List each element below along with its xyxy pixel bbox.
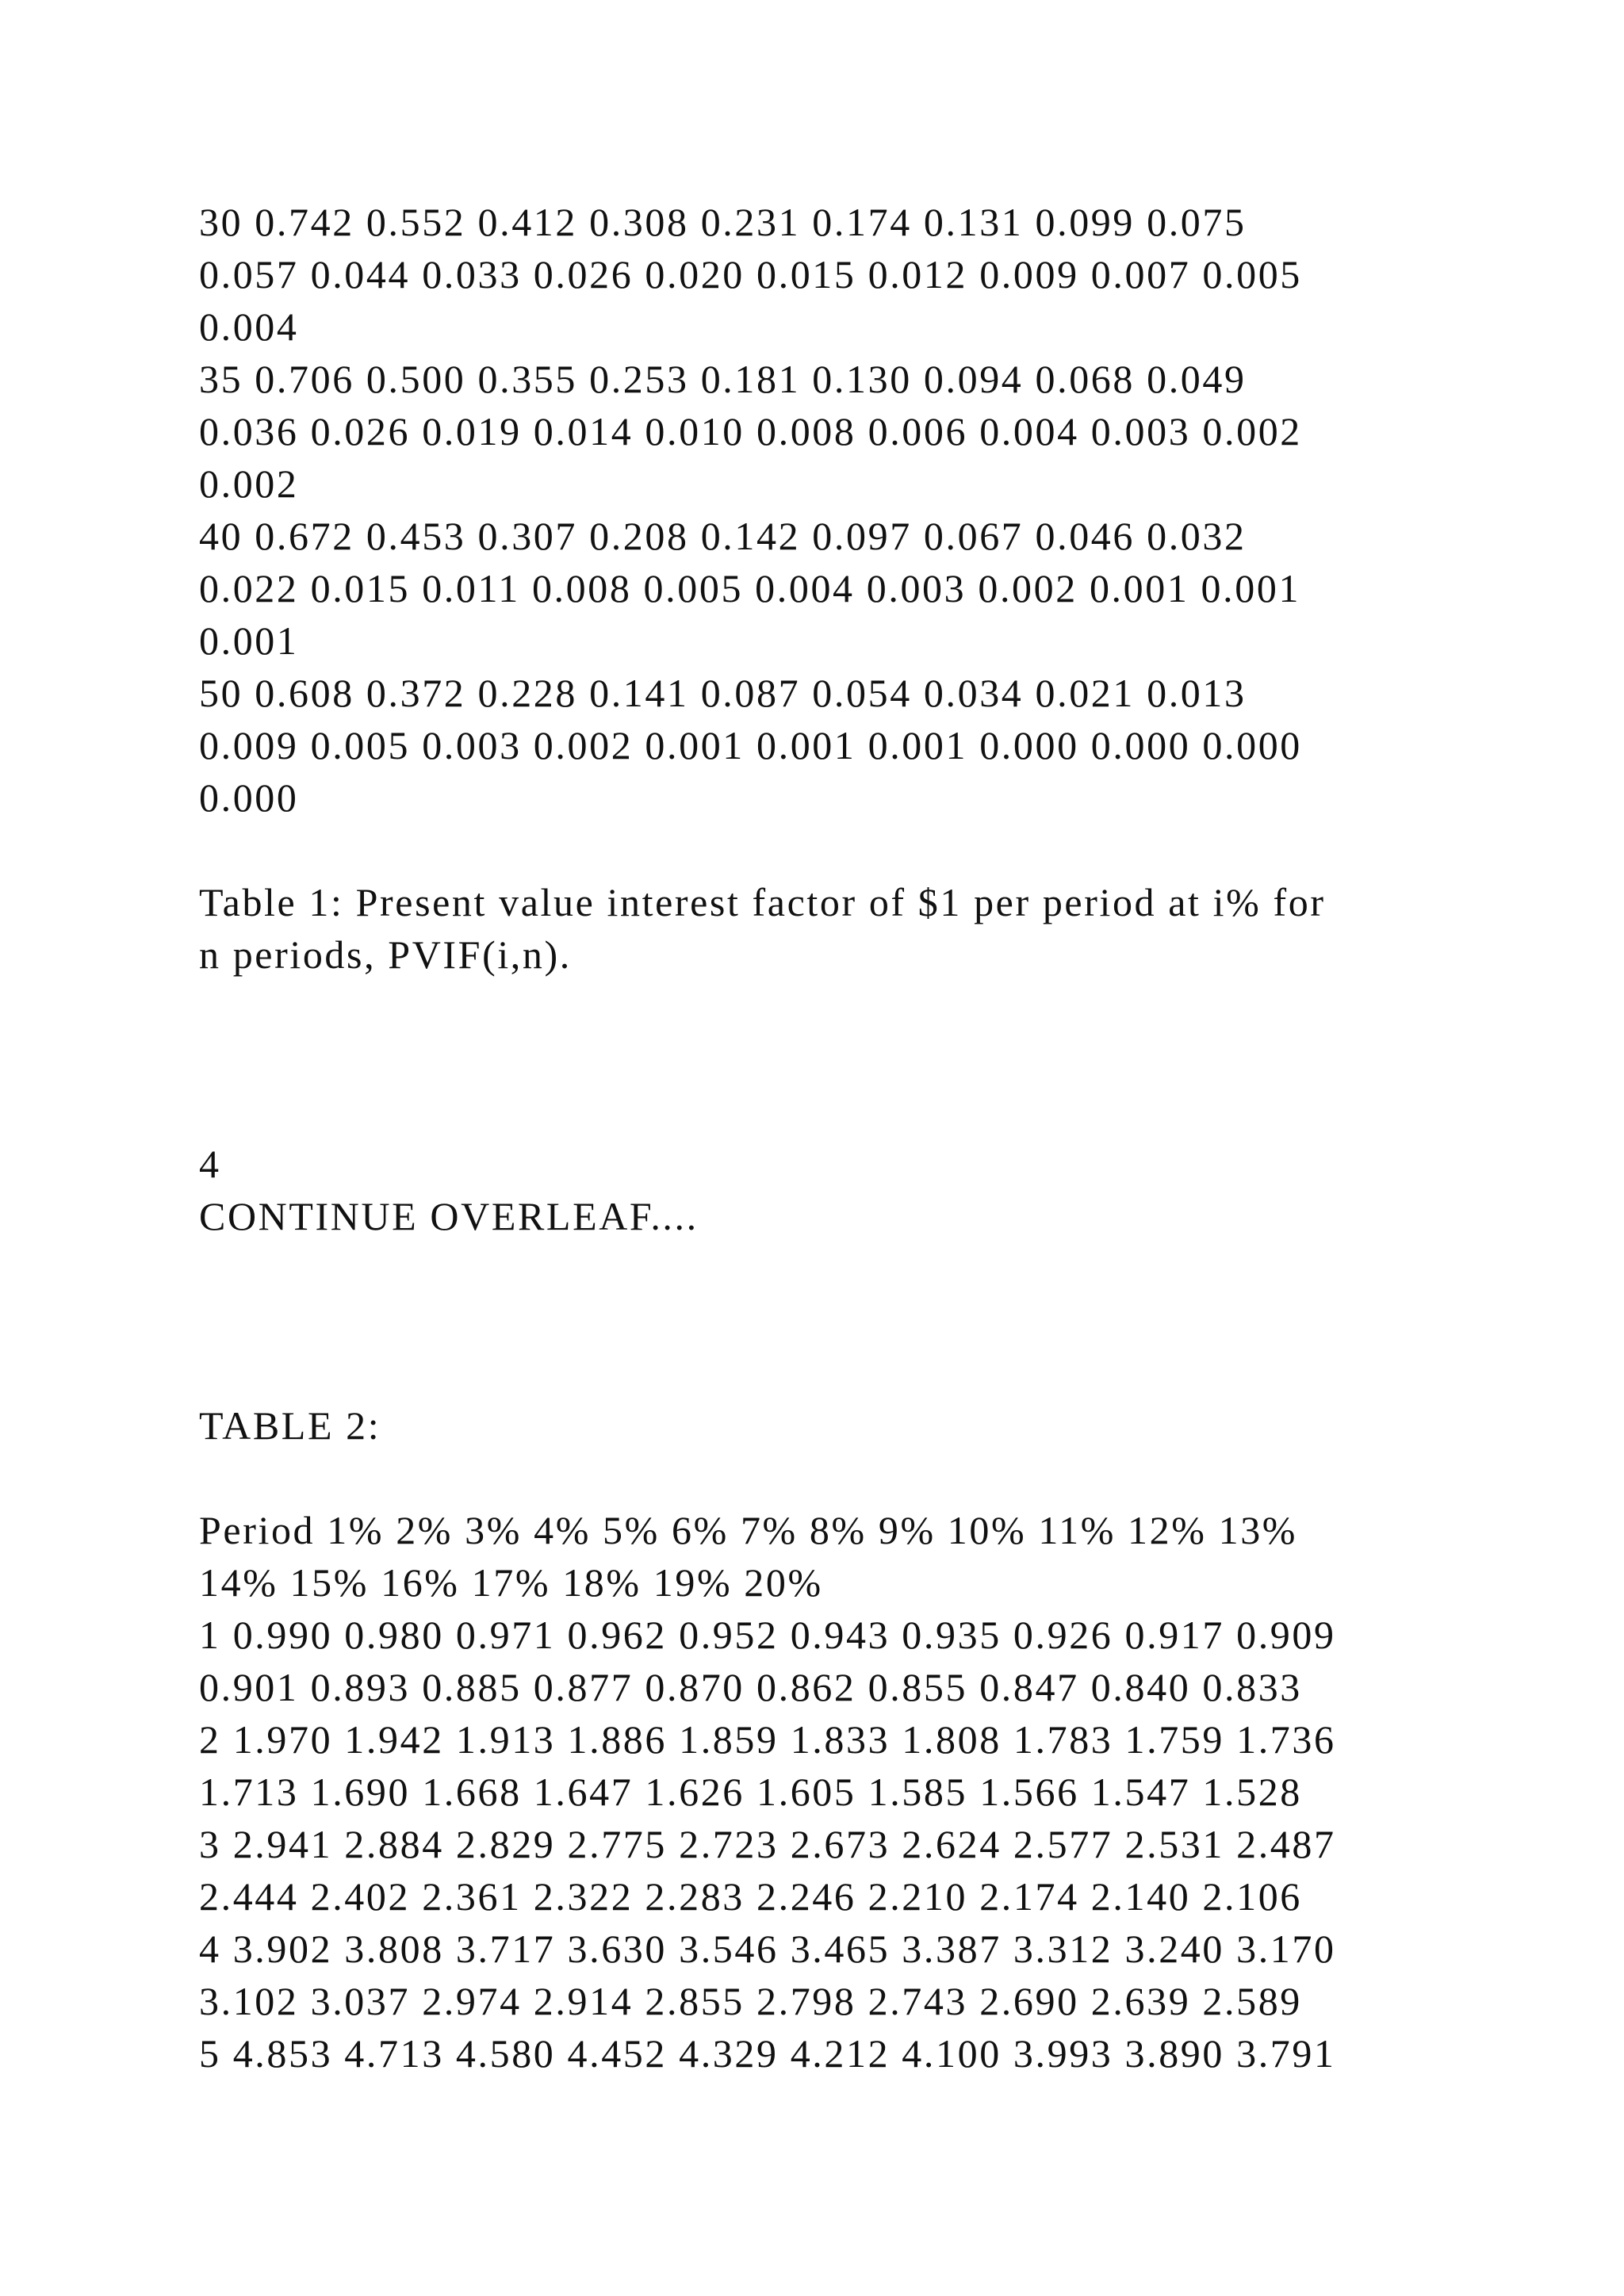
table2-line: 14% 15% 16% 17% 18% 19% 20%	[199, 1560, 823, 1605]
table1-caption: n periods, PVIF(i,n).	[199, 932, 572, 977]
table1-line: 0.004	[199, 304, 299, 349]
table2-line: 5 4.853 4.713 4.580 4.452 4.329 4.212 4.100 3.993 3.890 3.791	[199, 2031, 1336, 2076]
table2-line: 2.444 2.402 2.361 2.322 2.283 2.246 2.210 2.174 2.140 2.106	[199, 1874, 1302, 1919]
table2-line: 2 1.970 1.942 1.913 1.886 1.859 1.833 1.808 1.783 1.759 1.736	[199, 1717, 1336, 1762]
table1-line: 0.002	[199, 461, 299, 506]
table2-line: Period 1% 2% 3% 4% 5% 6% 7% 8% 9% 10% 11% 12% 13%	[199, 1508, 1298, 1552]
table1-line: 0.057 0.044 0.033 0.026 0.020 0.015 0.012 0.009 0.007 0.005	[199, 252, 1302, 297]
table1-line: 0.036 0.026 0.019 0.014 0.010 0.008 0.006 0.004 0.003 0.002	[199, 409, 1302, 453]
table2-title: TABLE 2:	[199, 1403, 381, 1448]
table1-line: 40 0.672 0.453 0.307 0.208 0.142 0.097 0.067 0.046 0.032	[199, 514, 1247, 558]
table2-line: 0.901 0.893 0.885 0.877 0.870 0.862 0.855 0.847 0.840 0.833	[199, 1665, 1302, 1709]
table1-caption: Table 1: Present value interest factor of $1 per period at i% for	[199, 880, 1326, 924]
continue-note: CONTINUE OVERLEAF....	[199, 1194, 699, 1238]
table1-line: 0.001	[199, 618, 299, 663]
table1-line: 35 0.706 0.500 0.355 0.253 0.181 0.130 0.094 0.068 0.049	[199, 357, 1247, 401]
table2-line: 3 2.941 2.884 2.829 2.775 2.723 2.673 2.624 2.577 2.531 2.487	[199, 1822, 1336, 1866]
table2-line: 1 0.990 0.980 0.971 0.962 0.952 0.943 0.935 0.926 0.917 0.909	[199, 1613, 1336, 1657]
table1-line: 0.009 0.005 0.003 0.002 0.001 0.001 0.001 0.000 0.000 0.000	[199, 723, 1302, 767]
page-number: 4	[199, 1142, 221, 1186]
table2-line: 4 3.902 3.808 3.717 3.630 3.546 3.465 3.387 3.312 3.240 3.170	[199, 1927, 1336, 1971]
table2-line: 3.102 3.037 2.974 2.914 2.855 2.798 2.743 2.690 2.639 2.589	[199, 1979, 1302, 2023]
table1-line: 50 0.608 0.372 0.228 0.141 0.087 0.054 0.034 0.021 0.013	[199, 671, 1247, 715]
table1-line: 0.000	[199, 775, 299, 820]
table2-line: 1.713 1.690 1.668 1.647 1.626 1.605 1.585 1.566 1.547 1.528	[199, 1770, 1302, 1814]
table1-line: 0.022 0.015 0.011 0.008 0.005 0.004 0.003 0.002 0.001 0.001	[199, 566, 1301, 610]
table1-line: 30 0.742 0.552 0.412 0.308 0.231 0.174 0.131 0.099 0.075	[199, 200, 1247, 244]
